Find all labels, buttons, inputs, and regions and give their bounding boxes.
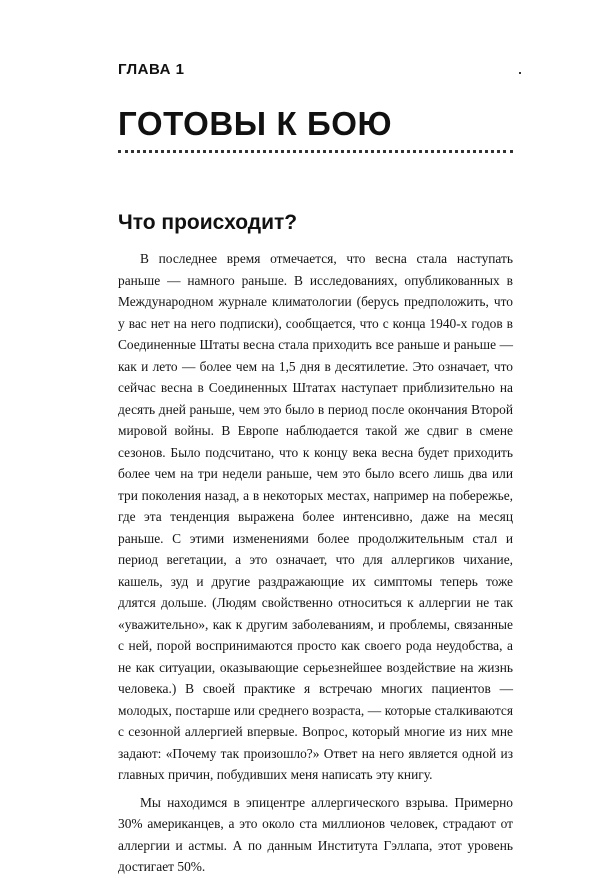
body-text <box>118 248 513 878</box>
chapter-title: ГОТОВЫ К БОЮ <box>118 105 393 142</box>
chapter-label: ГЛАВА 1 <box>118 61 185 78</box>
paragraph: Мы находимся в эпицентре аллергического взрыва. Примерно 30% американцев, а это около ста миллионов человек, страдают от аллергии и астмы. А по данным Института Гэллапа, этот уровень достигает 50%. <box>118 794 513 874</box>
section-heading: Что происходит? <box>118 211 298 234</box>
paragraph: В последнее время отмечается, что весна стала наступать раньше — намного раньше. В исследованиях, опубликованных в Международном журнале климатологии (берусь предположить, что у вас нет на него подписки), сообщается, что с конца 1940-х годов в Соединенные Штаты весна стала приходить все раньше и раньше — как и лето — более чем на 1,5 дня в десятилетие. Это означает, что сейчас весна в Соединенных Штатах наступает приблизительно на десять дней раньше, чем это было в период после окончания Второй мировой войны. В Европе наблюдается такой же сдвиг в смене сезонов. Было подсчитано, что к концу века весна будет приходить более чем на три недели раньше, чем это было всего лишь два или три поколения назад, а в некоторых местах, например на побережье, где эта тенденция выражена более интенсивно, даже на месяц раньше. С этими изменениями более продолжительным стал и период вегетации, а это означает, что для аллергиков чихание, кашель, зуд и другие раздражающие их симптомы теперь тоже длятся дольше. (Людям свойственно относиться к аллергии не так «уважительно», как к другим заболеваниям, и проблемы, связанные с ней, порой воспринимаются просто как своего рода неудобства, а не как ситуации, оказывающие серьезнейшее воздействие на жизнь человека.) В своей практике я встречаю многих пациентов — молодых, постарше или среднего возраста, — которые сталкиваются с сезонной аллергией впервые. Вопрос, который многие из них мне задают: «Почему так произошло?» Ответ на него является одной из главных причин, побудивших меня написать эту книгу. <box>118 251 513 782</box>
page-edge-mark <box>519 72 521 74</box>
dotted-divider <box>118 150 513 153</box>
